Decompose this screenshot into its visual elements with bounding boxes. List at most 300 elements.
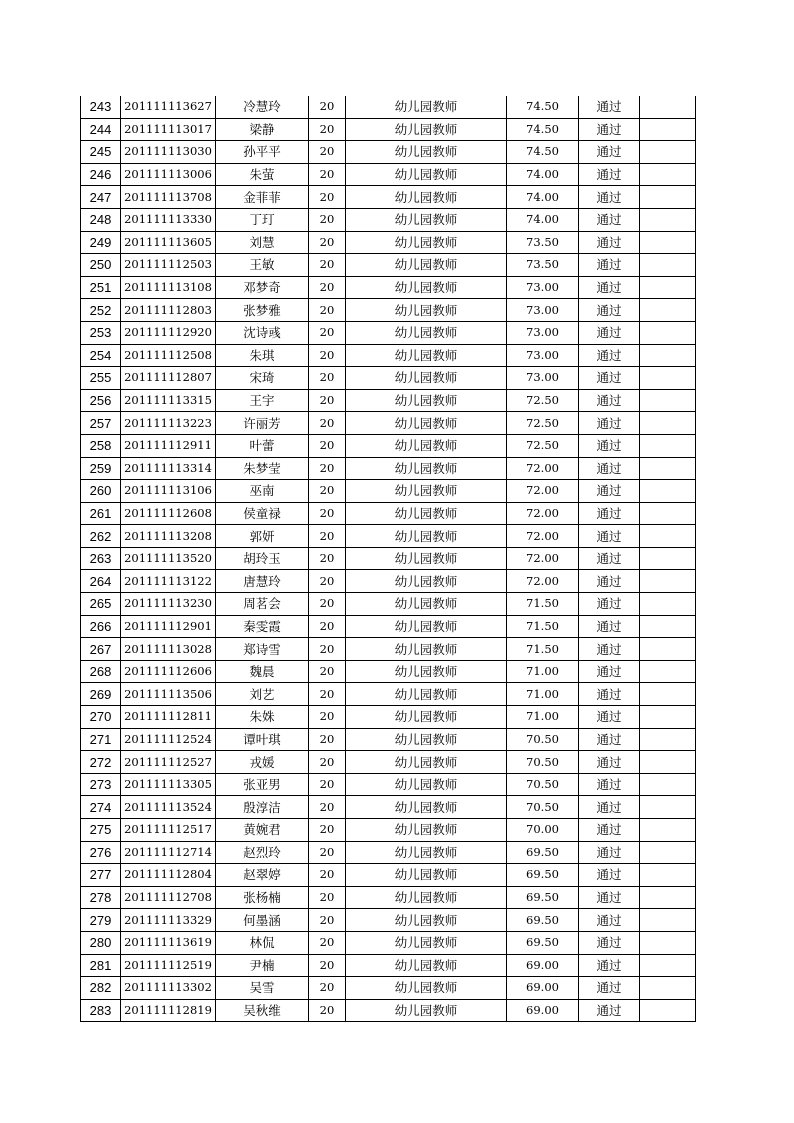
position-name-cell: 幼儿园教师 — [346, 321, 507, 344]
row-number-cell: 244 — [81, 118, 121, 141]
remark-cell — [640, 593, 696, 616]
table-row — [81, 480, 696, 503]
row-number-cell: 245 — [81, 141, 121, 164]
row-number-cell: 261 — [81, 502, 121, 525]
result-cell: 通过 — [579, 412, 640, 435]
position-name-cell: 幼儿园教师 — [346, 457, 507, 480]
ticket-id-cell: 201111113108 — [121, 276, 216, 299]
position-code-cell: 20 — [309, 321, 346, 344]
table-row — [81, 344, 696, 367]
position-code-cell: 20 — [309, 412, 346, 435]
position-code-cell: 20 — [309, 570, 346, 593]
score-cell: 73.00 — [507, 321, 579, 344]
position-name-cell: 幼儿园教师 — [346, 660, 507, 683]
position-name-cell: 幼儿园教师 — [346, 909, 507, 932]
position-name-cell: 幼儿园教师 — [346, 186, 507, 209]
result-cell: 通过 — [579, 186, 640, 209]
position-code-cell: 20 — [309, 999, 346, 1022]
remark-cell — [640, 254, 696, 277]
position-code-cell: 20 — [309, 163, 346, 186]
remark-cell — [640, 706, 696, 729]
position-name-cell: 幼儿园教师 — [346, 570, 507, 593]
remark-cell — [640, 163, 696, 186]
row-number-cell: 264 — [81, 570, 121, 593]
candidate-name-cell: 张杨楠 — [216, 886, 309, 909]
table-row — [81, 841, 696, 864]
candidate-name-cell: 冷慧玲 — [216, 96, 309, 118]
remark-cell — [640, 728, 696, 751]
position-name-cell: 幼儿园教师 — [346, 118, 507, 141]
position-name-cell: 幼儿园教师 — [346, 977, 507, 1000]
ticket-id-cell: 201111113305 — [121, 773, 216, 796]
ticket-id-cell: 201111112517 — [121, 819, 216, 842]
row-number-cell: 269 — [81, 683, 121, 706]
position-code-cell: 20 — [309, 547, 346, 570]
table-row — [81, 773, 696, 796]
result-cell: 通过 — [579, 96, 640, 118]
position-name-cell: 幼儿园教师 — [346, 480, 507, 503]
remark-cell — [640, 796, 696, 819]
result-cell: 通过 — [579, 864, 640, 887]
remark-cell — [640, 751, 696, 774]
candidate-name-cell: 朱萤 — [216, 163, 309, 186]
position-code-cell: 20 — [309, 638, 346, 661]
position-code-cell: 20 — [309, 208, 346, 231]
row-number-cell: 263 — [81, 547, 121, 570]
score-cell: 69.00 — [507, 954, 579, 977]
remark-cell — [640, 434, 696, 457]
candidate-name-cell: 赵烈玲 — [216, 841, 309, 864]
result-cell: 通过 — [579, 321, 640, 344]
position-name-cell: 幼儿园教师 — [346, 593, 507, 616]
ticket-id-cell: 201111113605 — [121, 231, 216, 254]
remark-cell — [640, 615, 696, 638]
table-row — [81, 118, 696, 141]
row-number-cell: 248 — [81, 208, 121, 231]
candidate-name-cell: 刘艺 — [216, 683, 309, 706]
remark-cell — [640, 909, 696, 932]
result-cell: 通过 — [579, 502, 640, 525]
ticket-id-cell: 201111113315 — [121, 389, 216, 412]
score-cell: 69.50 — [507, 864, 579, 887]
candidate-name-cell: 侯童禄 — [216, 502, 309, 525]
result-cell: 通过 — [579, 434, 640, 457]
ticket-id-cell: 201111113006 — [121, 163, 216, 186]
remark-cell — [640, 931, 696, 954]
row-number-cell: 262 — [81, 525, 121, 548]
candidate-name-cell: 尹楠 — [216, 954, 309, 977]
result-cell: 通过 — [579, 954, 640, 977]
position-code-cell: 20 — [309, 299, 346, 322]
result-cell: 通过 — [579, 728, 640, 751]
result-cell: 通过 — [579, 389, 640, 412]
candidate-name-cell: 殷淳洁 — [216, 796, 309, 819]
ticket-id-cell: 201111113524 — [121, 796, 216, 819]
remark-cell — [640, 321, 696, 344]
position-name-cell: 幼儿园教师 — [346, 773, 507, 796]
candidate-name-cell: 黄婉君 — [216, 819, 309, 842]
candidate-name-cell: 谭叶琪 — [216, 728, 309, 751]
position-name-cell: 幼儿园教师 — [346, 208, 507, 231]
result-cell: 通过 — [579, 909, 640, 932]
table-row — [81, 706, 696, 729]
score-cell: 72.00 — [507, 570, 579, 593]
score-cell: 74.50 — [507, 96, 579, 118]
result-cell: 通过 — [579, 977, 640, 1000]
table-row — [81, 819, 696, 842]
row-number-cell: 273 — [81, 773, 121, 796]
result-cell: 通过 — [579, 706, 640, 729]
row-number-cell: 276 — [81, 841, 121, 864]
ticket-id-cell: 201111113314 — [121, 457, 216, 480]
table-row — [81, 683, 696, 706]
position-code-cell: 20 — [309, 683, 346, 706]
position-name-cell: 幼儿园教师 — [346, 615, 507, 638]
position-name-cell: 幼儿园教师 — [346, 728, 507, 751]
position-code-cell: 20 — [309, 615, 346, 638]
score-cell: 71.50 — [507, 593, 579, 616]
score-cell: 73.00 — [507, 276, 579, 299]
remark-cell — [640, 141, 696, 164]
ticket-id-cell: 201111113106 — [121, 480, 216, 503]
position-code-cell: 20 — [309, 367, 346, 390]
score-cell: 72.00 — [507, 502, 579, 525]
result-cell: 通过 — [579, 231, 640, 254]
position-code-cell: 20 — [309, 344, 346, 367]
candidate-name-cell: 郑诗雪 — [216, 638, 309, 661]
remark-cell — [640, 457, 696, 480]
remark-cell — [640, 954, 696, 977]
remark-cell — [640, 299, 696, 322]
score-table — [80, 96, 696, 1022]
candidate-name-cell: 孙平平 — [216, 141, 309, 164]
result-cell: 通过 — [579, 796, 640, 819]
ticket-id-cell: 201111113208 — [121, 525, 216, 548]
table-row — [81, 299, 696, 322]
row-number-cell: 243 — [81, 96, 121, 118]
candidate-name-cell: 郭妍 — [216, 525, 309, 548]
score-cell: 69.50 — [507, 909, 579, 932]
ticket-id-cell: 201111113030 — [121, 141, 216, 164]
row-number-cell: 251 — [81, 276, 121, 299]
candidate-name-cell: 朱梦莹 — [216, 457, 309, 480]
ticket-id-cell: 201111113506 — [121, 683, 216, 706]
result-cell: 通过 — [579, 367, 640, 390]
candidate-name-cell: 丁玎 — [216, 208, 309, 231]
table-row — [81, 615, 696, 638]
ticket-id-cell: 201111113017 — [121, 118, 216, 141]
position-name-cell: 幼儿园教师 — [346, 706, 507, 729]
position-code-cell: 20 — [309, 931, 346, 954]
result-cell: 通过 — [579, 163, 640, 186]
score-cell: 72.00 — [507, 480, 579, 503]
candidate-name-cell: 吴秋维 — [216, 999, 309, 1022]
score-cell: 70.50 — [507, 773, 579, 796]
candidate-name-cell: 何墨涵 — [216, 909, 309, 932]
result-cell: 通过 — [579, 208, 640, 231]
candidate-name-cell: 许丽芳 — [216, 412, 309, 435]
score-cell: 74.50 — [507, 141, 579, 164]
remark-cell — [640, 208, 696, 231]
position-name-cell: 幼儿园教师 — [346, 96, 507, 118]
table-row — [81, 977, 696, 1000]
table-row — [81, 525, 696, 548]
score-cell: 74.00 — [507, 186, 579, 209]
ticket-id-cell: 201111113122 — [121, 570, 216, 593]
remark-cell — [640, 886, 696, 909]
position-name-cell: 幼儿园教师 — [346, 841, 507, 864]
position-code-cell: 20 — [309, 389, 346, 412]
position-name-cell: 幼儿园教师 — [346, 751, 507, 774]
score-cell: 72.00 — [507, 457, 579, 480]
candidate-name-cell: 叶蕾 — [216, 434, 309, 457]
score-cell: 71.50 — [507, 615, 579, 638]
candidate-name-cell: 邓梦奇 — [216, 276, 309, 299]
position-code-cell: 20 — [309, 728, 346, 751]
result-cell: 通过 — [579, 593, 640, 616]
row-number-cell: 266 — [81, 615, 121, 638]
remark-cell — [640, 864, 696, 887]
row-number-cell: 253 — [81, 321, 121, 344]
position-code-cell: 20 — [309, 773, 346, 796]
result-cell: 通过 — [579, 615, 640, 638]
ticket-id-cell: 201111113627 — [121, 96, 216, 118]
table-row — [81, 254, 696, 277]
result-cell: 通过 — [579, 457, 640, 480]
remark-cell — [640, 660, 696, 683]
table-row — [81, 141, 696, 164]
score-cell: 73.50 — [507, 254, 579, 277]
ticket-id-cell: 201111112608 — [121, 502, 216, 525]
remark-cell — [640, 389, 696, 412]
table-row — [81, 502, 696, 525]
row-number-cell: 279 — [81, 909, 121, 932]
table-row — [81, 954, 696, 977]
row-number-cell: 265 — [81, 593, 121, 616]
result-cell: 通过 — [579, 570, 640, 593]
score-cell: 74.00 — [507, 208, 579, 231]
row-number-cell: 271 — [81, 728, 121, 751]
result-cell: 通过 — [579, 931, 640, 954]
ticket-id-cell: 201111112527 — [121, 751, 216, 774]
position-name-cell: 幼儿园教师 — [346, 231, 507, 254]
result-cell: 通过 — [579, 683, 640, 706]
score-cell: 70.00 — [507, 819, 579, 842]
result-cell: 通过 — [579, 276, 640, 299]
row-number-cell: 250 — [81, 254, 121, 277]
position-name-cell: 幼儿园教师 — [346, 954, 507, 977]
score-cell: 70.50 — [507, 796, 579, 819]
score-cell: 72.50 — [507, 434, 579, 457]
row-number-cell: 259 — [81, 457, 121, 480]
position-code-cell: 20 — [309, 186, 346, 209]
result-cell: 通过 — [579, 480, 640, 503]
candidate-name-cell: 王敏 — [216, 254, 309, 277]
remark-cell — [640, 977, 696, 1000]
score-cell: 71.00 — [507, 660, 579, 683]
ticket-id-cell: 201111112911 — [121, 434, 216, 457]
position-name-cell: 幼儿园教师 — [346, 864, 507, 887]
ticket-id-cell: 201111113302 — [121, 977, 216, 1000]
row-number-cell: 249 — [81, 231, 121, 254]
position-code-cell: 20 — [309, 276, 346, 299]
remark-cell — [640, 841, 696, 864]
position-code-cell: 20 — [309, 118, 346, 141]
table-row — [81, 96, 696, 118]
position-name-cell: 幼儿园教师 — [346, 299, 507, 322]
position-code-cell: 20 — [309, 886, 346, 909]
score-cell: 73.00 — [507, 299, 579, 322]
result-cell: 通过 — [579, 660, 640, 683]
candidate-name-cell: 张亚男 — [216, 773, 309, 796]
remark-cell — [640, 773, 696, 796]
candidate-name-cell: 沈诗彧 — [216, 321, 309, 344]
score-cell: 71.00 — [507, 683, 579, 706]
remark-cell — [640, 96, 696, 118]
row-number-cell: 252 — [81, 299, 121, 322]
result-cell: 通过 — [579, 525, 640, 548]
row-number-cell: 277 — [81, 864, 121, 887]
position-code-cell: 20 — [309, 864, 346, 887]
remark-cell — [640, 570, 696, 593]
table-row — [81, 931, 696, 954]
row-number-cell: 278 — [81, 886, 121, 909]
table-row — [81, 457, 696, 480]
row-number-cell: 270 — [81, 706, 121, 729]
table-row — [81, 909, 696, 932]
candidate-name-cell: 秦雯霞 — [216, 615, 309, 638]
row-number-cell: 281 — [81, 954, 121, 977]
ticket-id-cell: 201111113619 — [121, 931, 216, 954]
ticket-id-cell: 201111112804 — [121, 864, 216, 887]
result-cell: 通过 — [579, 254, 640, 277]
candidate-name-cell: 唐慧玲 — [216, 570, 309, 593]
position-code-cell: 20 — [309, 593, 346, 616]
row-number-cell: 282 — [81, 977, 121, 1000]
row-number-cell: 267 — [81, 638, 121, 661]
ticket-id-cell: 201111112920 — [121, 321, 216, 344]
table-row — [81, 367, 696, 390]
ticket-id-cell: 201111112807 — [121, 367, 216, 390]
remark-cell — [640, 638, 696, 661]
table-row — [81, 163, 696, 186]
remark-cell — [640, 118, 696, 141]
table-row — [81, 186, 696, 209]
position-code-cell: 20 — [309, 660, 346, 683]
remark-cell — [640, 276, 696, 299]
position-name-cell: 幼儿园教师 — [346, 254, 507, 277]
row-number-cell: 246 — [81, 163, 121, 186]
position-name-cell: 幼儿园教师 — [346, 141, 507, 164]
score-cell: 73.00 — [507, 367, 579, 390]
row-number-cell: 256 — [81, 389, 121, 412]
candidate-name-cell: 朱琪 — [216, 344, 309, 367]
ticket-id-cell: 201111112714 — [121, 841, 216, 864]
result-cell: 通过 — [579, 886, 640, 909]
table-row — [81, 547, 696, 570]
score-cell: 74.50 — [507, 118, 579, 141]
position-name-cell: 幼儿园教师 — [346, 276, 507, 299]
position-name-cell: 幼儿园教师 — [346, 434, 507, 457]
table-row — [81, 434, 696, 457]
remark-cell — [640, 344, 696, 367]
remark-cell — [640, 819, 696, 842]
ticket-id-cell: 201111112819 — [121, 999, 216, 1022]
ticket-id-cell: 201111113230 — [121, 593, 216, 616]
result-cell: 通过 — [579, 999, 640, 1022]
table-row — [81, 321, 696, 344]
table-row — [81, 412, 696, 435]
position-name-cell: 幼儿园教师 — [346, 819, 507, 842]
row-number-cell: 258 — [81, 434, 121, 457]
position-name-cell: 幼儿园教师 — [346, 502, 507, 525]
position-code-cell: 20 — [309, 796, 346, 819]
position-code-cell: 20 — [309, 141, 346, 164]
score-cell: 72.50 — [507, 389, 579, 412]
row-number-cell: 283 — [81, 999, 121, 1022]
remark-cell — [640, 231, 696, 254]
table-row — [81, 751, 696, 774]
position-code-cell: 20 — [309, 977, 346, 1000]
table-row — [81, 276, 696, 299]
result-cell: 通过 — [579, 299, 640, 322]
result-cell: 通过 — [579, 751, 640, 774]
table-row — [81, 886, 696, 909]
candidate-name-cell: 赵翠婷 — [216, 864, 309, 887]
result-cell: 通过 — [579, 547, 640, 570]
position-code-cell: 20 — [309, 502, 346, 525]
score-cell: 72.00 — [507, 547, 579, 570]
position-code-cell: 20 — [309, 909, 346, 932]
score-cell: 73.00 — [507, 344, 579, 367]
position-name-cell: 幼儿园教师 — [346, 886, 507, 909]
row-number-cell: 274 — [81, 796, 121, 819]
position-name-cell: 幼儿园教师 — [346, 796, 507, 819]
table-row — [81, 570, 696, 593]
position-name-cell: 幼儿园教师 — [346, 344, 507, 367]
ticket-id-cell: 201111112508 — [121, 344, 216, 367]
row-number-cell: 257 — [81, 412, 121, 435]
remark-cell — [640, 367, 696, 390]
ticket-id-cell: 201111112606 — [121, 660, 216, 683]
table-row — [81, 999, 696, 1022]
score-cell: 72.00 — [507, 525, 579, 548]
candidate-name-cell: 梁静 — [216, 118, 309, 141]
result-cell: 通过 — [579, 773, 640, 796]
row-number-cell: 275 — [81, 819, 121, 842]
score-cell: 71.00 — [507, 706, 579, 729]
result-cell: 通过 — [579, 344, 640, 367]
position-name-cell: 幼儿园教师 — [346, 389, 507, 412]
score-cell: 69.00 — [507, 999, 579, 1022]
position-code-cell: 20 — [309, 254, 346, 277]
result-cell: 通过 — [579, 141, 640, 164]
position-name-cell: 幼儿园教师 — [346, 525, 507, 548]
candidate-name-cell: 宋琦 — [216, 367, 309, 390]
ticket-id-cell: 201111113223 — [121, 412, 216, 435]
table-row — [81, 208, 696, 231]
ticket-id-cell: 201111112708 — [121, 886, 216, 909]
position-name-cell: 幼儿园教师 — [346, 931, 507, 954]
score-cell: 70.50 — [507, 728, 579, 751]
candidate-name-cell: 林侃 — [216, 931, 309, 954]
remark-cell — [640, 683, 696, 706]
score-cell: 69.00 — [507, 977, 579, 1000]
row-number-cell: 247 — [81, 186, 121, 209]
remark-cell — [640, 999, 696, 1022]
position-code-cell: 20 — [309, 96, 346, 118]
table-row — [81, 728, 696, 751]
